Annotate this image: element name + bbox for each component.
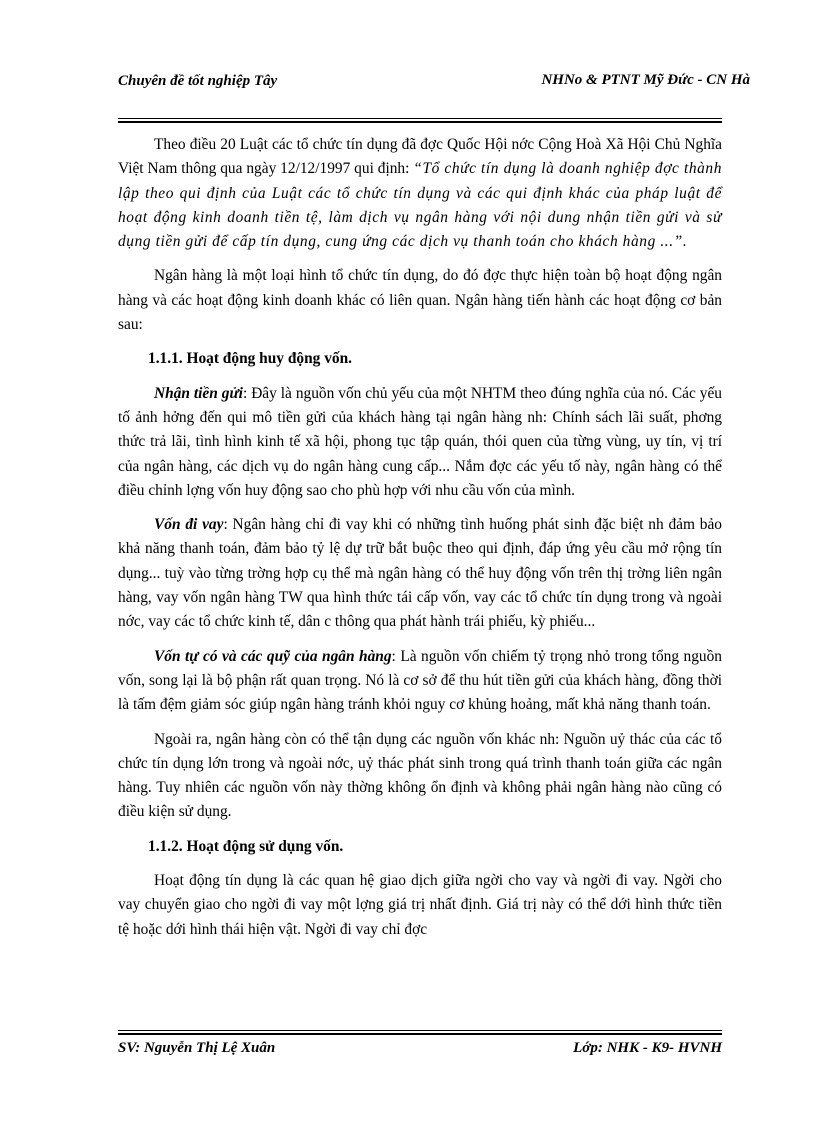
section-heading-1: 1.1.1. Hoạt động huy động vốn. bbox=[148, 350, 352, 368]
paragraph-own-capital bbox=[118, 645, 722, 718]
term-own-capital: Vốn tự có và các quỹ của ngân hàng bbox=[154, 647, 392, 665]
paragraph-other-sources: Ngoài ra, ngân hàng còn có thể tận dụng các nguồn vốn khác nh: Nguồn uỷ thác của các tổ chức tín dụng lớn trong và ngoài nớc, uỷ thác phát sinh trong quá trình thanh toán giữa các ngân hàng. Tuy nhiên các nguồn vốn này thờng không ổn định và không phải ngân hàng nào cũng có điều kiện sử dụng. bbox=[118, 730, 722, 821]
header-divider bbox=[118, 118, 722, 123]
footer-student: SV: Nguyễn Thị Lệ Xuân bbox=[118, 1040, 276, 1056]
page-header bbox=[118, 70, 750, 114]
header-left-title: Chuyên đề tốt nghiệp Tây bbox=[118, 73, 278, 89]
term-deposits: Nhận tiền gửi bbox=[154, 384, 243, 402]
law-quote: “Tổ chức tín dụng là doanh nghiệp đợc thành lập theo qui định của Luật các tổ chức tín dụng và các qui định khác của pháp luật để hoạt động kinh doanh tiền tệ, làm dịch vụ ngân hàng với nội dung nhận tiền gửi và sử dụng tiền gửi để cấp tín dụng, cung ứng các dịch vụ thanh toán cho khách hàng ...”. bbox=[118, 160, 723, 251]
paragraph-text: : Đây là nguồn vốn chủ yếu của một NHTM theo đúng nghĩa của nó. Các yếu tố ảnh hởng đến qui mô tiền gửi của khách hàng tại ngân hàng nh: Chính sách lãi suất, phơng thức trả lãi, tình hình kinh tế xã hội, phong tục tập quán, thói quen của từng vùng, uy tín, vị trí của ngân hàng, các dịch vụ do ngân hàng cung cấp... Nắm đợc các yếu tố này, ngân hàng có thể điều chỉnh lợng vốn huy động sao cho phù hợp với nhu cầu vốn của mình. bbox=[118, 384, 722, 499]
document-body bbox=[118, 133, 722, 952]
paragraph-law-definition bbox=[118, 133, 722, 254]
footer-divider bbox=[118, 1030, 722, 1035]
term-borrowed-capital: Vốn đi vay bbox=[154, 516, 224, 534]
paragraph-text: : Là nguồn vốn chiếm tỷ trọng nhỏ trong tổng nguồn vốn, song lại là bộ phận rất quan trọng. Nó là cơ sở để thu hút tiền gửi của khách hàng, đồng thời là tấm đệm giảm sóc giúp ngân hàng tránh khỏi nguy cơ khủng hoảng, mất khả năng thanh toán. bbox=[118, 647, 722, 714]
paragraph-deposits bbox=[118, 382, 722, 503]
section-heading-2: 1.1.2. Hoạt động sử dụng vốn. bbox=[148, 837, 344, 855]
header-right-title: NHNo & PTNT Mỹ Đức - CN Hà bbox=[541, 72, 750, 88]
paragraph-credit-activity: Hoạt động tín dụng là các quan hệ giao dịch giữa ngời cho vay và ngời đi vay. Ngời cho vay chuyển giao cho ngời đi vay một lợng giá trị nhất định. Giá trị này có thể dới hình thức tiền tệ hoặc dới hình thái hiện vật. Ngời đi vay chỉ đợc bbox=[118, 872, 722, 938]
paragraph-text: Theo điều 20 Luật các tổ chức tín dụng đã đợc Quốc Hội nớc Cộng Hoà Xã Hội Chủ Nghĩa Việt Nam thông qua ngày 12/12/1997 qui định: bbox=[118, 136, 722, 178]
paragraph-bank-definition: Ngân hàng là một loại hình tổ chức tín dụng, do đó đợc thực hiện toàn bộ hoạt động ngân hàng và các hoạt động kinh doanh khác có liên quan. Ngân hàng tiến hành các hoạt động cơ bản sau: bbox=[118, 267, 722, 334]
paragraph-borrowed-capital bbox=[118, 513, 722, 634]
footer-class: Lớp: NHK - K9- HVNH bbox=[573, 1040, 722, 1056]
paragraph-text: : Ngân hàng chỉ đi vay khi có những tình huống phát sinh đặc biệt nh đảm bảo khả năng thanh toán, đảm bảo tỷ lệ dự trữ bắt buộc theo qui định, đáp ứng yêu cầu mở rộng tín dụng... tuỳ vào từng trờng hợp cụ thể mà ngân hàng có thể huy động vốn trên thị trờng liên ngân hàng, vay vốn ngân hàng TW qua hình thức tái cấp vốn, vay các tổ chức tín dụng trong và ngoài nớc, vay các tổ chức kinh tế, dân c thông qua phát hành trái phiếu, kỳ phiếu... bbox=[118, 516, 722, 631]
